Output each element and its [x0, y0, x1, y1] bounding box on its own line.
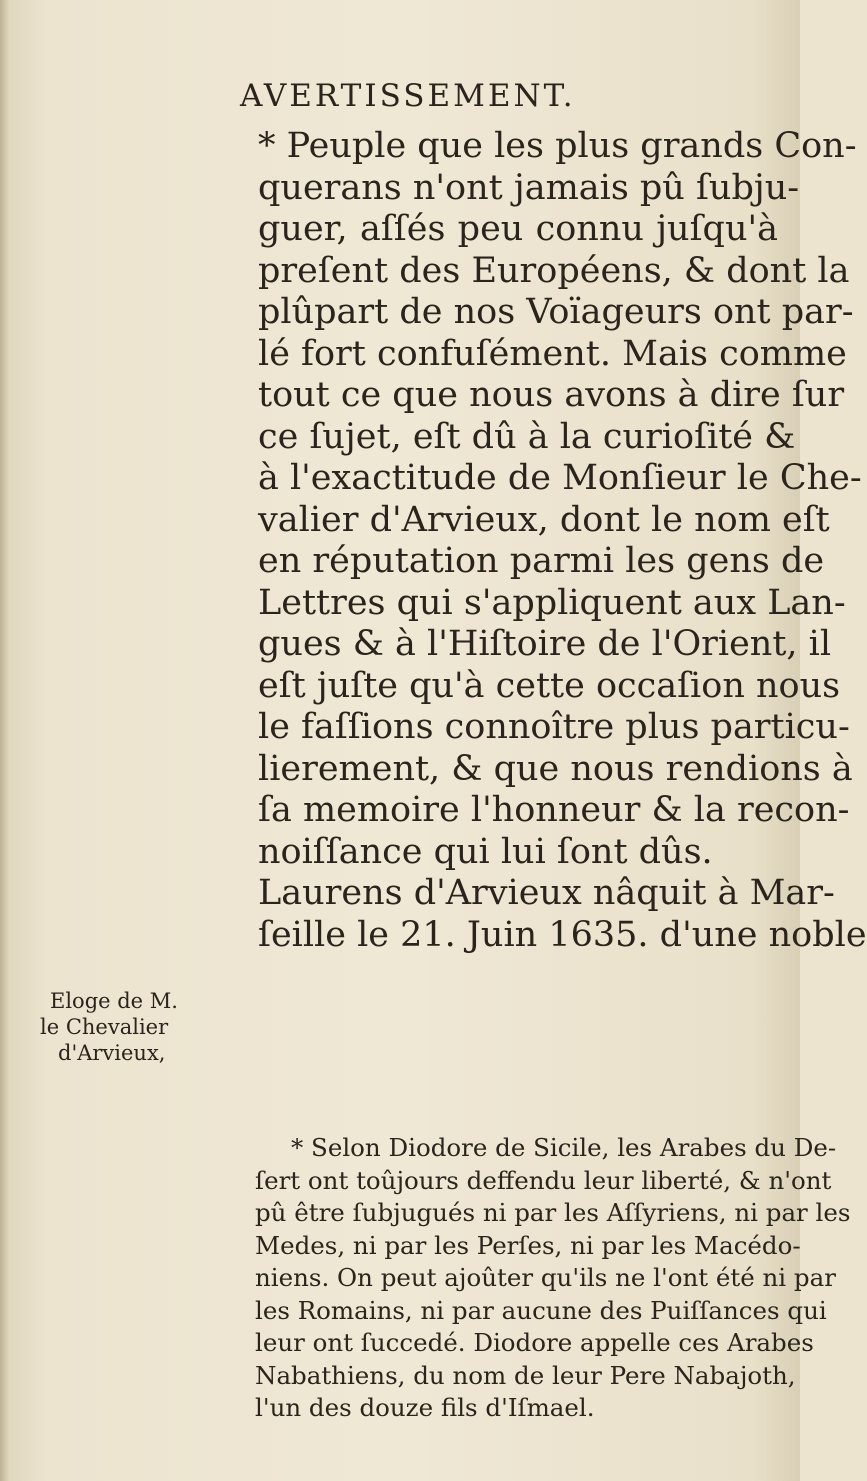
main-text — [258, 126, 867, 956]
margin-note-line: le Chevalier — [40, 1015, 169, 1039]
text-line: Lettres qui s'appliquent aux Lan- — [258, 582, 846, 623]
text-line: preſent des Européens, & dont la — [258, 250, 850, 291]
text-line: valier d'Arvieux, dont le nom eſt — [258, 499, 830, 540]
text-line: gues & à l'Hiſtoire de l'Orient, il — [258, 624, 832, 664]
footnote-line: pû être ſubjugués ni par les Aſſyriens, ni par les — [255, 1198, 851, 1227]
footnote-line: * Selon Diodore de Sicile, les Arabes du De- — [291, 1133, 837, 1162]
text-line: en réputation parmi les gens de — [258, 541, 825, 581]
text-line: * Peuple que les plus grands Con- — [258, 126, 857, 166]
footnote — [255, 1132, 851, 1425]
margin-note-line: Eloge de M. — [50, 989, 178, 1013]
text-line: à l'exactitude de Monſieur le Che- — [258, 458, 862, 498]
footnote-line: Nabathiens, du nom de leur Pere Nabajoth, — [255, 1360, 796, 1390]
footnote-line: les Romains, ni par aucune des Puiſſances qui — [255, 1295, 827, 1325]
text-line: tout ce que nous avons à dire ſur — [258, 375, 845, 415]
text-line: le faſſions connoître plus particu- — [258, 707, 850, 747]
footnote-line: l'un des douze fils d'Iſmael. — [255, 1393, 595, 1422]
footnote-line: leur ont ſuccedé. Diodore appelle ces Arabes — [255, 1328, 814, 1357]
page-gutter — [0, 0, 10, 1481]
text-line: Laurens d'Arvieux nâquit à Mar- — [258, 873, 835, 913]
text-line: lé fort confuſément. Mais comme — [258, 333, 847, 374]
page-header: AVERTISSEMENT. — [240, 78, 576, 114]
text-line: querans n'ont jamais pû ſubju- — [258, 167, 800, 208]
margin-note — [18, 988, 248, 1066]
margin-note-line: d'Arvieux, — [58, 1041, 166, 1065]
footnote-line: ſert ont toûjours deffendu leur liberté, & n'ont — [255, 1165, 832, 1195]
text-line: lierement, & que nous rendions à — [258, 748, 853, 789]
text-line: guer, aſſés peu connu juſqu'à — [258, 209, 778, 249]
text-line: ce ſujet, eſt dû à la curioſité & — [258, 416, 796, 457]
text-line: plûpart de nos Voïageurs ont par- — [258, 292, 854, 332]
footnote-line: Medes, ni par les Perſes, ni par les Macédo- — [255, 1230, 801, 1260]
text-line: ſa memoire l'honneur & la recon- — [258, 790, 850, 830]
footnote-line: niens. On peut ajoûter qu'ils ne l'ont été ni par — [255, 1263, 836, 1292]
text-line: ſeille le 21. Juin 1635. d'une noble — [258, 914, 867, 955]
text-line: eſt juſte qu'à cette occaſion nous — [258, 665, 841, 706]
text-line: noiſſance qui lui ſont dûs. — [258, 831, 713, 872]
